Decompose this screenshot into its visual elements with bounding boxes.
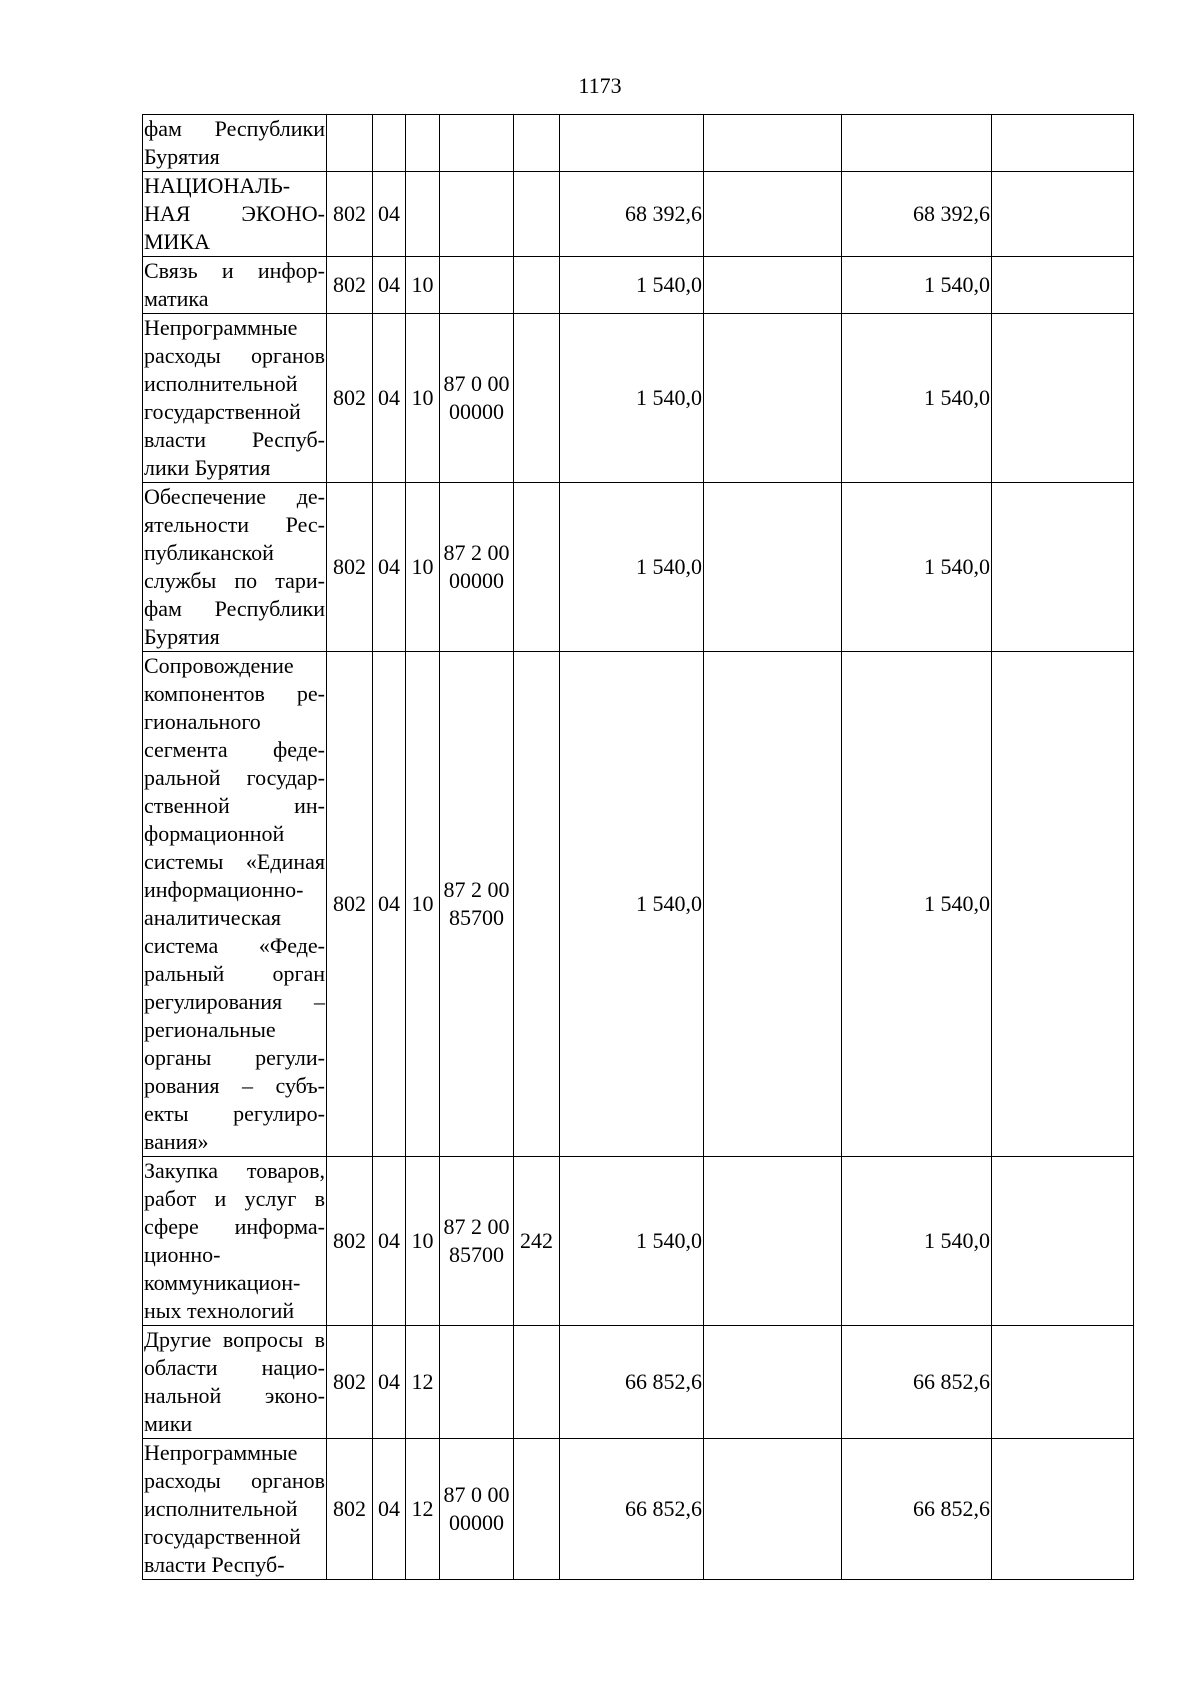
target-article (440, 1326, 514, 1439)
row-name: Другие вопросы в области нацио-нальной эконо-мики (143, 1326, 327, 1439)
subsection-code (406, 115, 440, 172)
expense-type (514, 257, 560, 314)
ministry-code (327, 115, 373, 172)
table-row (143, 483, 1134, 652)
amount-col9: 66 852,6 (842, 1439, 992, 1580)
ministry-code: 802 (327, 652, 373, 1157)
expense-type (514, 652, 560, 1157)
section-code: 04 (373, 172, 406, 257)
row-name: НАЦИОНАЛЬ-НАЯ ЭКОНО-МИКА (143, 172, 327, 257)
table-row (143, 257, 1134, 314)
amount-total: 1 540,0 (560, 257, 704, 314)
amount-total: 1 540,0 (560, 483, 704, 652)
amount-total (560, 115, 704, 172)
table-row (143, 1157, 1134, 1326)
target-article: 87 2 00 00000 (440, 483, 514, 652)
expense-type: 242 (514, 1157, 560, 1326)
amount-col8 (704, 1439, 842, 1580)
amount-col8 (704, 652, 842, 1157)
section-code: 04 (373, 314, 406, 483)
expense-type (514, 314, 560, 483)
amount-col9: 1 540,0 (842, 257, 992, 314)
ministry-code: 802 (327, 314, 373, 483)
section-code: 04 (373, 652, 406, 1157)
section-code: 04 (373, 257, 406, 314)
expense-type (514, 1326, 560, 1439)
amount-col10 (992, 1439, 1134, 1580)
amount-col10 (992, 257, 1134, 314)
subsection-code: 12 (406, 1326, 440, 1439)
row-name: Непрограммные расходы органов исполнительной государственной власти Респуб- (143, 1439, 327, 1580)
amount-col10 (992, 314, 1134, 483)
ministry-code: 802 (327, 1439, 373, 1580)
row-name: фам Республики Бурятия (143, 115, 327, 172)
amount-col9: 1 540,0 (842, 652, 992, 1157)
amount-total: 1 540,0 (560, 1157, 704, 1326)
subsection-code: 10 (406, 257, 440, 314)
amount-col8 (704, 172, 842, 257)
subsection-code: 10 (406, 652, 440, 1157)
target-article (440, 172, 514, 257)
amount-col10 (992, 1326, 1134, 1439)
amount-col10 (992, 483, 1134, 652)
expense-type (514, 1439, 560, 1580)
table-row (143, 652, 1134, 1157)
amount-col9: 1 540,0 (842, 1157, 992, 1326)
row-name: Связь и инфор-матика (143, 257, 327, 314)
expense-type (514, 115, 560, 172)
subsection-code: 12 (406, 1439, 440, 1580)
amount-total: 66 852,6 (560, 1326, 704, 1439)
amount-col9: 1 540,0 (842, 483, 992, 652)
amount-col8 (704, 483, 842, 652)
ministry-code: 802 (327, 483, 373, 652)
table-row (143, 115, 1134, 172)
ministry-code: 802 (327, 257, 373, 314)
expense-type (514, 172, 560, 257)
amount-col9 (842, 115, 992, 172)
amount-total: 1 540,0 (560, 652, 704, 1157)
amount-col8 (704, 257, 842, 314)
section-code: 04 (373, 1326, 406, 1439)
page-number: 1173 (578, 73, 622, 98)
amount-col9: 1 540,0 (842, 314, 992, 483)
amount-total: 66 852,6 (560, 1439, 704, 1580)
section-code (373, 115, 406, 172)
amount-col10 (992, 1157, 1134, 1326)
ministry-code: 802 (327, 172, 373, 257)
subsection-code: 10 (406, 1157, 440, 1326)
amount-total: 68 392,6 (560, 172, 704, 257)
expense-type (514, 483, 560, 652)
row-name: Непрограммные расходы органов исполнительной государственной власти Респуб-лики Бурятия (143, 314, 327, 483)
target-article (440, 257, 514, 314)
target-article: 87 2 00 85700 (440, 1157, 514, 1326)
table-row (143, 1326, 1134, 1439)
row-name: Сопровождение компонентов ре-гионального сегмента феде-ральной государ-ственной ин-формационной системы «Единая информационно-аналитическая система «Феде-ральный орган регулирования – региональные органы регули-рования – субъ-екты регулиро-вания» (143, 652, 327, 1157)
target-article: 87 0 00 00000 (440, 314, 514, 483)
subsection-code: 10 (406, 314, 440, 483)
amount-col9: 68 392,6 (842, 172, 992, 257)
ministry-code: 802 (327, 1326, 373, 1439)
amount-col10 (992, 115, 1134, 172)
row-name: Обеспечение де-ятельности Рес-публиканской службы по тари-фам Республики Бурятия (143, 483, 327, 652)
amount-total: 1 540,0 (560, 314, 704, 483)
row-name: Закупка товаров, работ и услуг в сфере информа-ционно-коммуникацион-ных технологий (143, 1157, 327, 1326)
budget-table (142, 114, 1134, 1580)
target-article (440, 115, 514, 172)
ministry-code: 802 (327, 1157, 373, 1326)
amount-col8 (704, 1326, 842, 1439)
amount-col8 (704, 314, 842, 483)
table-row (143, 314, 1134, 483)
table-row (143, 1439, 1134, 1580)
target-article: 87 0 00 00000 (440, 1439, 514, 1580)
amount-col8 (704, 115, 842, 172)
subsection-code: 10 (406, 483, 440, 652)
amount-col8 (704, 1157, 842, 1326)
amount-col10 (992, 652, 1134, 1157)
subsection-code (406, 172, 440, 257)
section-code: 04 (373, 1439, 406, 1580)
section-code: 04 (373, 483, 406, 652)
table-row (143, 172, 1134, 257)
section-code: 04 (373, 1157, 406, 1326)
target-article: 87 2 00 85700 (440, 652, 514, 1157)
amount-col9: 66 852,6 (842, 1326, 992, 1439)
amount-col10 (992, 172, 1134, 257)
